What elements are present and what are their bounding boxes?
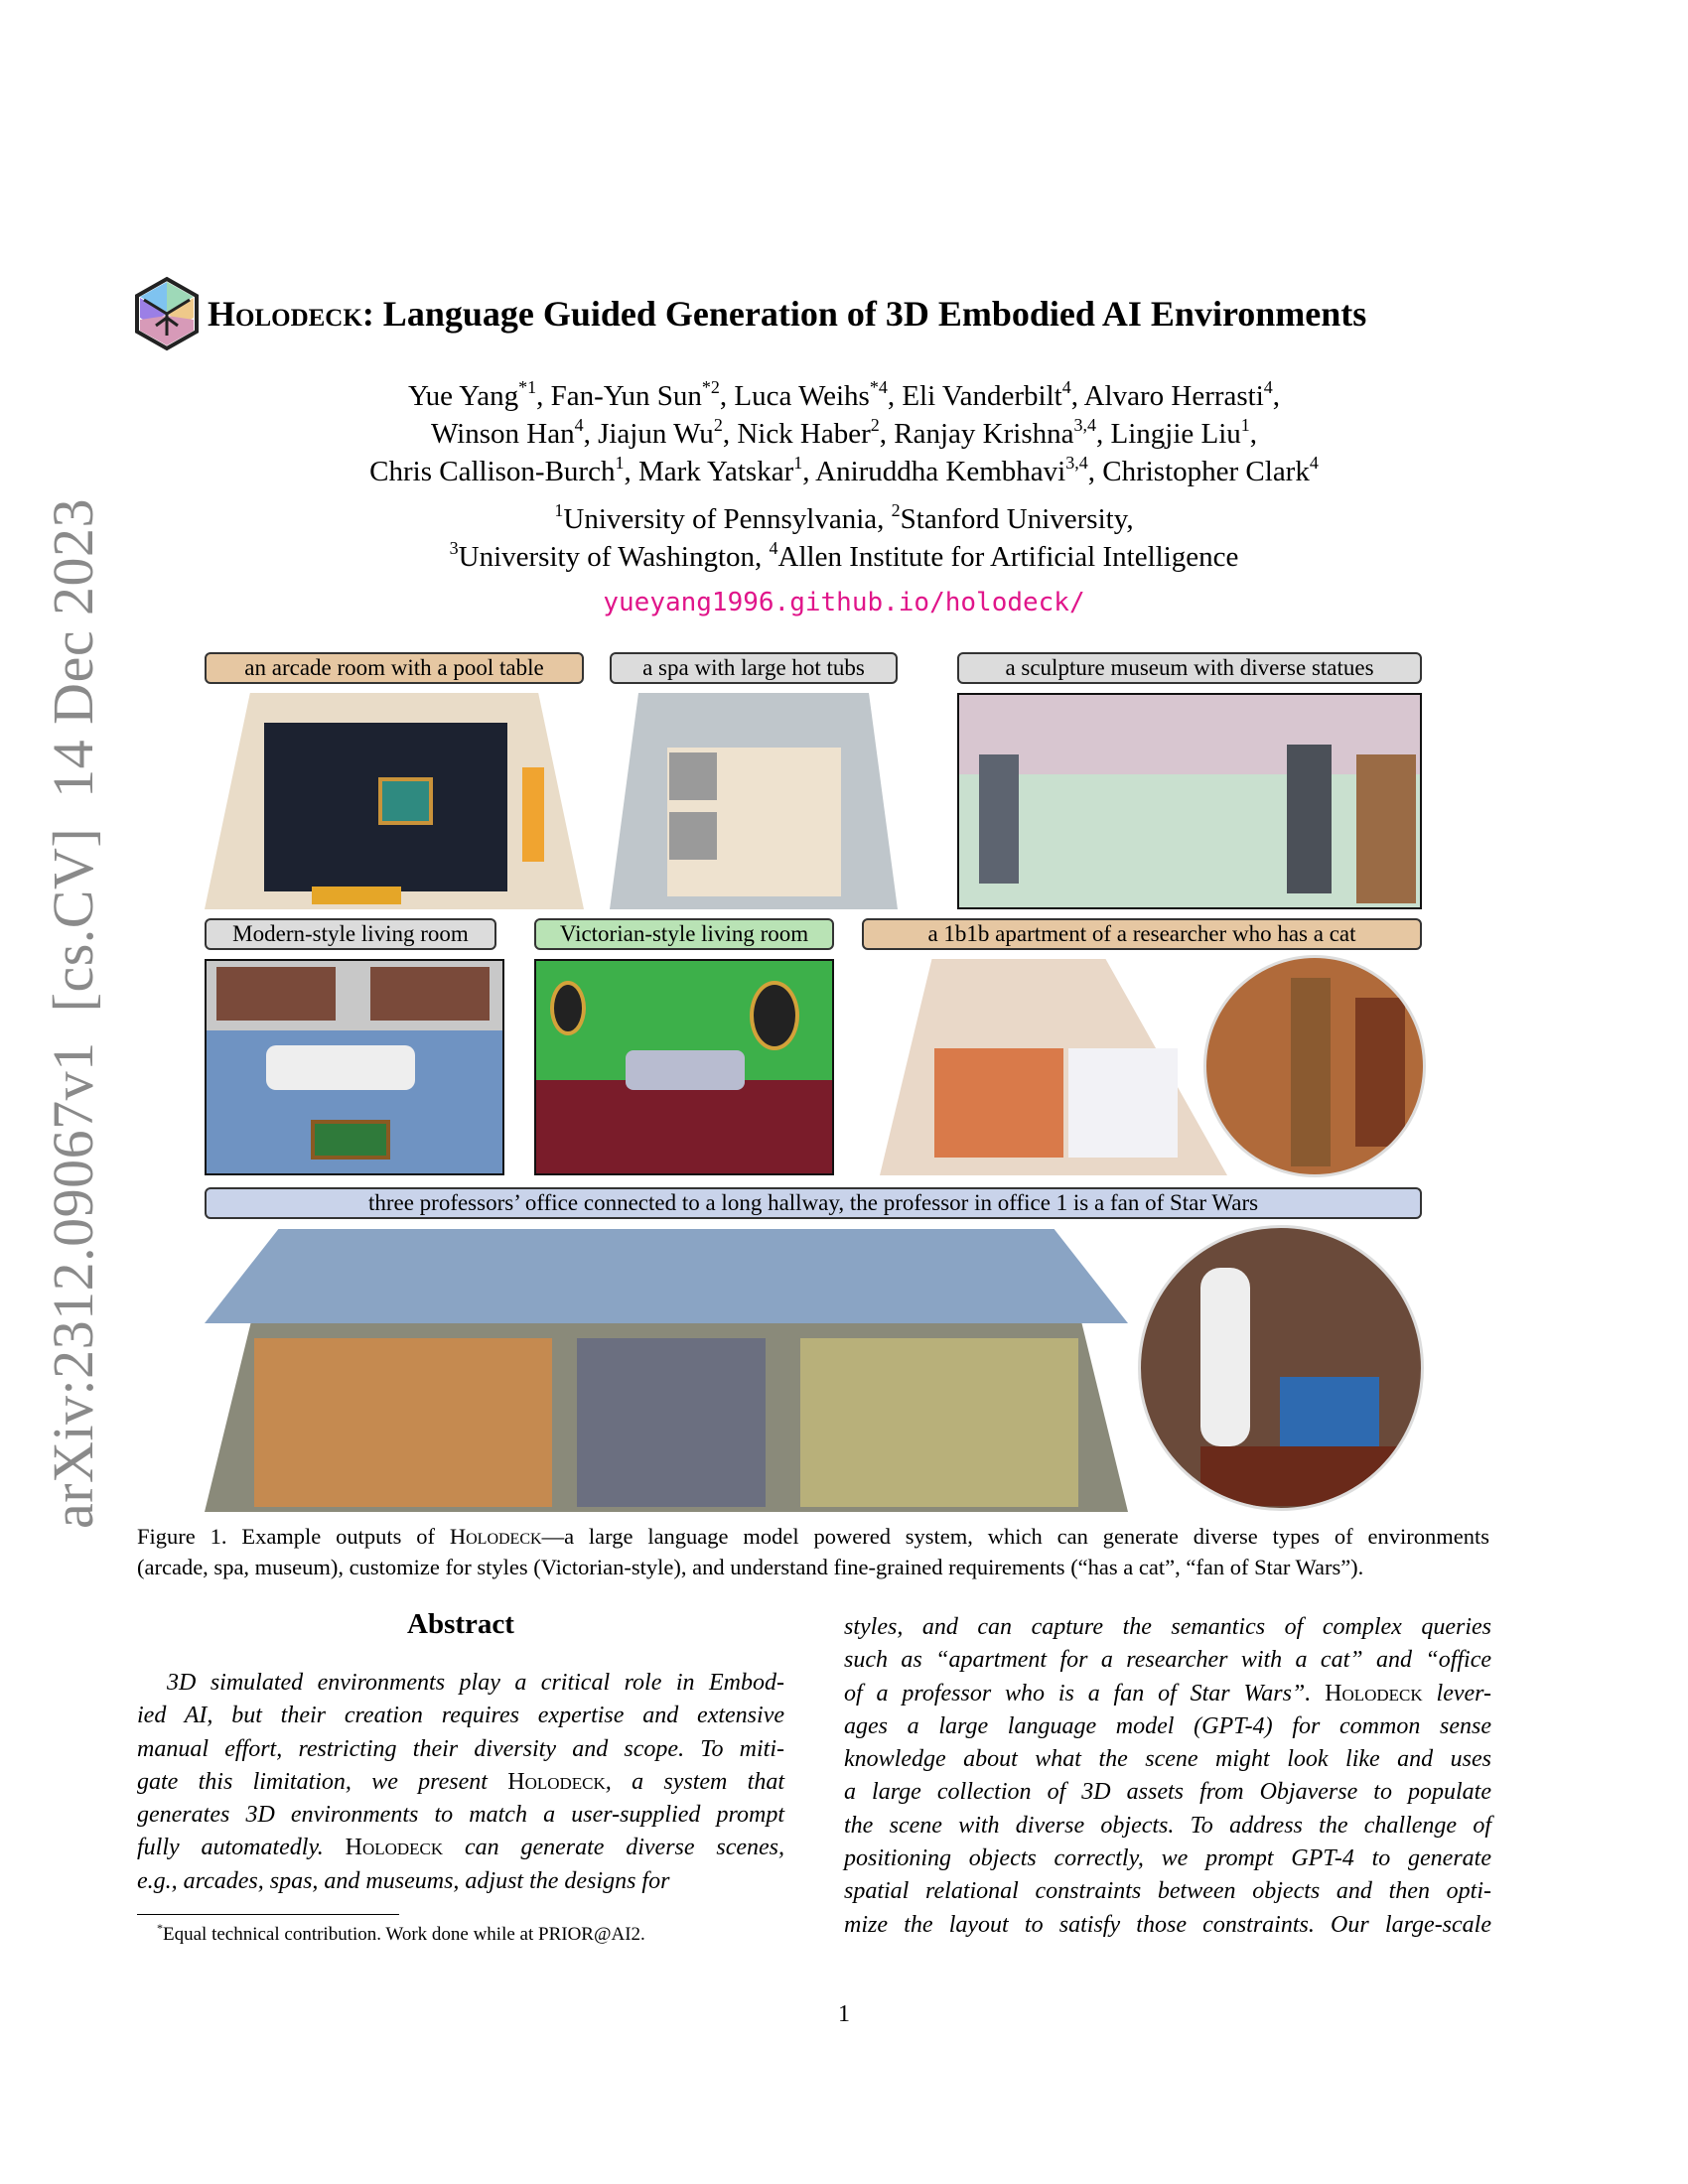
abstract-line [137,1865,784,1898]
label-office: three professors’ office connected to a long hallway, the professor in office 1 is a fan of Star Wars [205,1187,1422,1219]
author-name: Luca Weihs [734,380,870,412]
affiliation-name: Allen Institute for Artificial Intelligence [777,541,1239,573]
abstract-line [844,1843,1491,1875]
author-affiliation-mark: 4 [574,415,584,435]
text-segment: of a professor who is a fan of Star Wars”. [844,1680,1326,1706]
holodeck-logo-icon [134,276,200,351]
offices-render [205,1229,1128,1512]
abstract-line [844,1875,1491,1908]
author-name: Aniruddha Kembhavi [815,456,1066,487]
affiliation-name: University of Pennsylvania [563,503,878,535]
affiliation-number: 3 [449,538,459,558]
author-name: Christopher Clark [1102,456,1310,487]
text-segment: e.g., arcades, spas, and museums, adjust the designs for [137,1867,670,1894]
text-segment: knowledge about what the scene might look like and uses [844,1746,1491,1773]
abstract-line [844,1611,1491,1644]
footnote [157,1921,645,1946]
author-affiliation-mark: 4 [1309,453,1319,473]
abstract-line [844,1776,1491,1809]
cat-tree-zoom-circle [1203,955,1426,1177]
abstract-line [137,1667,784,1700]
label-arcade: an arcade room with a pool table [205,652,584,684]
author-affiliation-mark: 1 [1240,415,1250,435]
author-name: Winson Han [430,418,575,450]
author-line: Chris Callison-Burch$^1$, Mark Yatskar$^1$, Aniruddha Kembhavi$^{3,4}$, Christopher Clark$^4$ [369,453,1319,487]
label-modern: Modern-style living room [205,918,496,950]
author-name: Ranjay Krishna [894,418,1074,450]
author-affiliation-mark: 3,4 [1073,415,1096,435]
text-segment: ages a large language model (GPT-4) for common sense [844,1712,1491,1739]
author-name: Nick Haber [737,418,871,450]
author-name: Mark Yatskar [637,456,794,487]
system-name: Holodeck [208,294,362,334]
system-name: Holodeck [345,1835,444,1861]
figure-caption [137,1521,1489,1582]
text-segment: fully automatedly. [137,1835,346,1861]
label-apartment: a 1b1b apartment of a researcher who has a cat [862,918,1422,950]
apartment-render [880,959,1227,1175]
abstract-line [844,1678,1491,1710]
abstract-line [137,1700,784,1732]
abstract-line [844,1909,1491,1942]
caption-line [137,1521,1489,1552]
author-affiliation-mark: *2 [701,377,720,397]
text-segment: gate this limitation, we present [137,1768,508,1795]
footnote-text: Equal technical contribution. Work done while at PRIOR@AI2. [163,1924,645,1945]
author-affiliation-mark: 4 [1263,377,1273,397]
author-name: Lingjie Liu [1110,418,1241,450]
affiliation-list [0,500,1688,576]
author-affiliation-mark: 1 [793,453,803,473]
affiliation-line: $^3$University of Washington, $^4$Allen Institute for Artificial Intelligence [449,538,1239,573]
author-affiliation-mark: 4 [1061,377,1071,397]
abstract-line [844,1710,1491,1743]
abstract-line [844,1743,1491,1776]
title-text: : Language Guided Generation of 3D Embodied AI Environments [361,294,1367,334]
text-segment: the scene with diverse objects. To address the challenge of [844,1812,1491,1839]
arcade-room-render [205,693,584,909]
affiliation-number: 1 [554,500,564,520]
author-name: Chris Callison-Burch [369,456,616,487]
text-segment: such as “apartment for a researcher with a cat” and “office [844,1647,1491,1674]
text-segment: (arcade, spa, museum), customize for styles (Victorian-style), and understand fine-grained requirements (“has a cat”, “fan of Star Wars”). [137,1555,1364,1579]
author-line: Winson Han$^4$, Jiajun Wu$^2$, Nick Haber$^2$, Ranjay Krishna$^{3,4}$, Lingjie Liu$^1$, [430,415,1258,450]
text-segment: ied AI, but their creation requires expertise and extensive [137,1703,784,1729]
abstract-line [137,1733,784,1766]
system-name: Holodeck [507,1768,606,1795]
abstract-line [844,1810,1491,1843]
author-affiliation-mark: 1 [615,453,625,473]
label-victorian: Victorian-style living room [534,918,834,950]
spa-render [610,693,898,909]
footnote-mark: * [157,1921,163,1935]
abstract-line [137,1799,784,1832]
affiliation-number: 2 [891,500,901,520]
text-segment: manual effort, restricting their diversity and scope. To miti- [137,1735,784,1762]
museum-render [957,693,1422,909]
text-segment: positioning objects correctly, we prompt GPT-4 to generate [844,1845,1491,1872]
star-wars-zoom-circle [1138,1225,1424,1511]
text-segment: can generate diverse scenes, [443,1835,784,1861]
text-segment: lever- [1422,1680,1491,1706]
label-spa: a spa with large hot tubs [610,652,898,684]
author-name: Fan-Yun Sun [550,380,702,412]
text-segment: 3D simulated environments play a critical role in Embod- [167,1670,784,1696]
author-list [0,377,1688,490]
text-segment: a large collection of 3D assets from Objaverse to populate [844,1779,1491,1806]
abstract-line [844,1644,1491,1677]
author-affiliation-mark: 2 [870,415,880,435]
author-name: Yue Yang [407,380,519,412]
text-segment: —a large language model powered system, which can generate diverse types of environments [541,1524,1489,1549]
author-affiliation-mark: 2 [713,415,723,435]
arxiv-side-stamp: arXiv:2312.09067v1 [cs.CV] 14 Dec 2023 [41,497,105,1529]
paper-title [134,276,1504,351]
caption-line [137,1552,1489,1582]
abstract-heading: Abstract [407,1608,514,1640]
abstract-line [137,1766,784,1799]
label-museum: a sculpture museum with diverse statues [957,652,1422,684]
system-name: Holodeck [1325,1680,1423,1706]
author-name: Jiajun Wu [598,418,714,450]
abstract-line [137,1832,784,1864]
modern-living-room-render [205,959,504,1175]
affiliation-name: University of Washington [458,541,756,573]
affiliation-name: Stanford University [900,503,1127,535]
system-name: Holodeck [449,1524,542,1549]
victorian-living-room-render [534,959,834,1175]
text-segment: mize the layout to satisfy those constraints. Our large-scale [844,1911,1491,1938]
project-url-link[interactable]: yueyang1996.github.io/holodeck/ [603,588,1085,617]
text-segment: generates 3D environments to match a user-supplied prompt [137,1802,784,1829]
author-line: Yue Yang$^{*1}$, Fan-Yun Sun$^{*2}$, Luca Weihs$^{*4}$, Eli Vanderbilt$^4$, Alvaro Herrasti$^4$, [407,377,1281,412]
text-segment: Figure 1. Example outputs of [137,1524,450,1549]
text-segment: , a system that [605,1768,784,1795]
text-segment: styles, and can capture the semantics of complex queries [844,1614,1491,1640]
text-segment: spatial relational constraints between objects and then opti- [844,1878,1491,1905]
author-name: Alvaro Herrasti [1083,380,1264,412]
author-affiliation-mark: *4 [869,377,888,397]
affiliation-number: 4 [769,538,778,558]
abstract-right-column [844,1611,1491,1942]
author-affiliation-mark: *1 [518,377,537,397]
author-affiliation-mark: 3,4 [1065,453,1088,473]
footnote-rule [137,1914,399,1915]
author-name: Eli Vanderbilt [902,380,1062,412]
page-number: 1 [838,2001,850,2027]
abstract-left-column [137,1667,784,1898]
affiliation-line: $^1$University of Pennsylvania, $^2$Stanford University, [554,500,1134,535]
